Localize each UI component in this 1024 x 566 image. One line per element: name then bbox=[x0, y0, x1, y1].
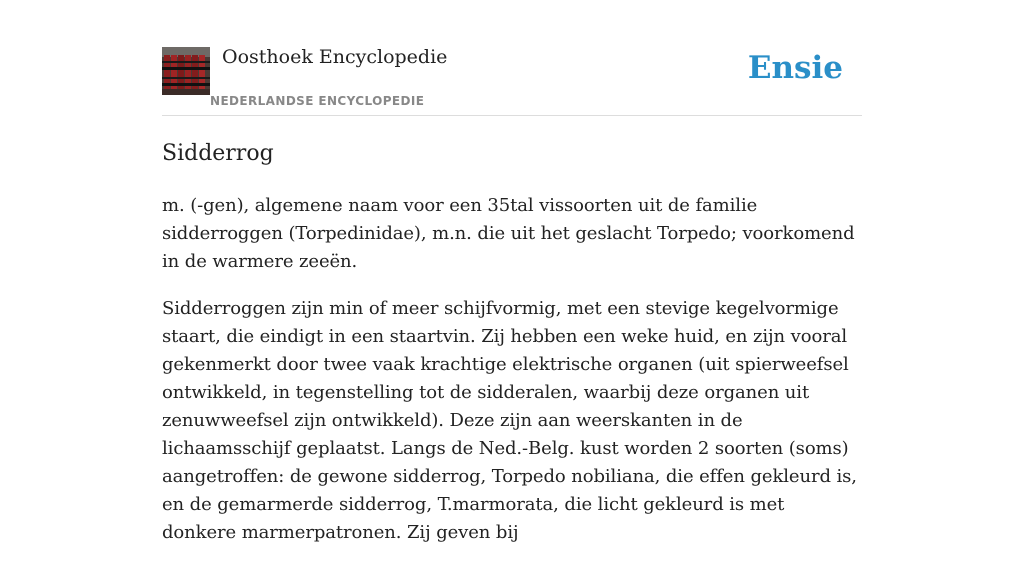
site-logo[interactable] bbox=[162, 47, 210, 95]
brand-logo-link[interactable]: Ensie bbox=[747, 50, 843, 86]
site-header bbox=[162, 0, 862, 116]
site-subtitle: NEDERLANDSE ENCYCLOPEDIE bbox=[210, 94, 425, 108]
article-paragraph: Sidderroggen zijn min of meer schijfvormig, met een stevige kegelvormige staart, die eindigt in een staartvin. Zij hebben een weke huid, en zijn vooral gekenmerkt door twee vaak krachtige elektrische organen (uit spierweefsel ontwikkeld, in tegenstelling tot de sidderalen, waarbij deze organen uit zenuwweefsel zijn ontwikkeld). Deze zijn aan weerskanten in de lichaamsschijf geplaatst. Langs de Ned.-Belg. kust worden 2 soorten (soms) aangetroffen: de gewone sidderrog, Torpedo nobiliana, die effen gekleurd is, en de gemarmerde sidderrog, T.marmorata, die licht gekleurd is met donkere marmerpatronen. Zij geven bij bbox=[162, 298, 857, 543]
site-title[interactable]: Oosthoek Encyclopedie bbox=[222, 46, 448, 68]
page-container bbox=[162, 0, 862, 543]
article-body bbox=[162, 192, 862, 566]
encyclopedia-books-icon bbox=[162, 47, 210, 95]
article-paragraph: m. (-gen), algemene naam voor een 35tal vissoorten uit de familie sidderroggen (Torpedinidae), m.n. die uit het geslacht Torpedo; voorkomend in de warmere zeeën. bbox=[162, 195, 855, 272]
page-title: Sidderrog bbox=[162, 141, 274, 166]
